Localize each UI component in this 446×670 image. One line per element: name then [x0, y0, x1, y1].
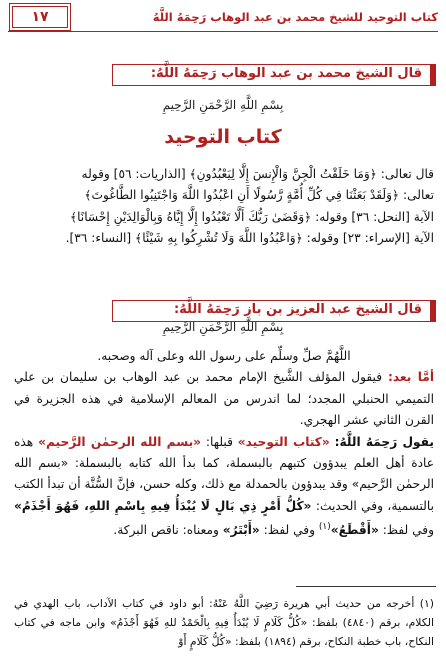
main-text-section-2 — [14, 346, 434, 542]
section-heading-ibn-abdulwahhab — [112, 64, 436, 86]
amma-text: فيقول المؤلف الشَّيخ الإمام محمد بن عبد الوهاب بن سليمان بن علي التميمي الحنبلي المجدد؛ لما اندرس من المعالم الإسلامية في هذه الجزيرة في القرن الثاني عشر الهجري. — [14, 370, 434, 428]
basmala-quote: «بسم الله الرحمٰن الرَّحيم» — [38, 434, 202, 449]
footnote-ref[interactable]: (١) — [318, 522, 331, 533]
hadith-quote: «كُلُّ أَمْرٍ ذِي بَالٍ لَا يُبْدَأُ فِيهِ بِاسْمِ اللهِ، فَهُوَ أَجْذَمُ» — [14, 498, 312, 513]
book-title: كتاب التوحيد — [164, 126, 282, 148]
text-fragment: وفي لفظ: — [259, 523, 319, 538]
text-fragment: هذه عادة أهل العلم يبدؤون كتبهم بالبسملة، كما بدأ الله كتابه بالبسملة: «بسم الله الرحمٰن الرَّحيم» وقد يبدؤون بالحمدلة مع ذلك، وكله حسن، فإنَّ السُّنَّة أن تبدأ الكتب بالتسمية، وفي الحديث: — [14, 434, 434, 513]
running-title: كتاب التوحيد للشيخ محمد بن عبد الوهاب رَحِمَهُ اللَّهُ — [152, 10, 438, 24]
yaqul-label: يقول رَحِمَهُ اللَّهُ: — [334, 434, 435, 449]
section-heading-ibn-baz — [112, 300, 436, 322]
footnote: (١) أخرجه من حديث أبي هريرة رَضِيَ اللَّهُ عَنْهُ: أبو داود في كتاب الآداب، باب الهدي في الكلام، برقم (٤٨٤٠) بلفظ: «كُلُّ كَلَامٍ لَا يُبْدَأُ فِيهِ بِالْحَمْدُ للهِ فَهُوَ أَجْذَمُ» وابن ماجه في كتاب النكاح، باب خطبة النكاح، برقم (١٨٩٤) بلفظ: «كُلُّ كَلَامٍ أَوْ — [14, 597, 435, 648]
page-number: ١٧ — [12, 6, 68, 28]
footnote-separator — [296, 586, 436, 587]
basmala-ornament: بِسْمِ اللَّهِ الرَّحْمَنِ الرَّحِيمِ — [162, 320, 284, 334]
main-text-section-1 — [14, 164, 434, 250]
opening-prayer: اللَّهُمَّ صلِّ وسلِّم على رسول الله وعلى آله وصحبه. — [97, 349, 351, 363]
amma-paragraph — [14, 367, 434, 431]
kitab-quote: «كتاب التوحيد» — [237, 434, 330, 449]
section-heading-text: قال الشيخ عبد العزيز بن باز رَحِمَهُ اللَّهُ: — [173, 302, 422, 317]
text-fragment: وفي لفظ: — [378, 523, 434, 538]
text-line: الآية [النحل: ٣٦] وقوله: ﴿وَقَضَىٰ رَبُّكَ أَلَّا تَعْبُدُوا إِلَّا إِيَّاهُ وَبِالْوَالِدَيْنِ إِحْسَانًا﴾ — [69, 209, 434, 224]
text-fragment: ومعناه: ناقص البركة. — [113, 523, 223, 538]
section-heading-text: قال الشيخ محمد بن عبد الوهاب رَحِمَهُ اللَّهُ: — [150, 66, 422, 81]
text-fragment: قبلها: — [201, 434, 238, 449]
aqta-quote: «أَقْطَعُ» — [330, 523, 379, 538]
text-line: الآية [الإسراء: ٢٣] وقوله: ﴿وَاعْبُدُوا اللَّهَ وَلَا تُشْرِكُوا بِهِ شَيْئًا﴾ [النساء: ٣٦]. — [65, 231, 434, 246]
abtar-quote: «أَبْتَرُ» — [222, 523, 260, 538]
commentary-paragraph — [14, 432, 434, 542]
amma-label: أمَّا بعد: — [388, 370, 434, 385]
text-line: قال تعالى: ﴿وَمَا خَلَقْتُ الْجِنَّ وَالْإِنسَ إِلَّا لِيَعْبُدُونِ﴾ [الذاريات: ٥٦] وقوله — [81, 167, 434, 181]
page-header — [8, 6, 438, 32]
text-line: تعالى: ﴿وَلَقَدْ بَعَثْنَا فِي كُلِّ أُمَّةٍ رَّسُولًا أَنِ اعْبُدُوا اللَّهَ وَاجْتَنِبُوا الطَّاغُوتَ﴾ — [84, 188, 434, 203]
basmala-ornament: بِسْمِ اللَّهِ الرَّحْمَنِ الرَّحِيمِ — [162, 98, 284, 112]
